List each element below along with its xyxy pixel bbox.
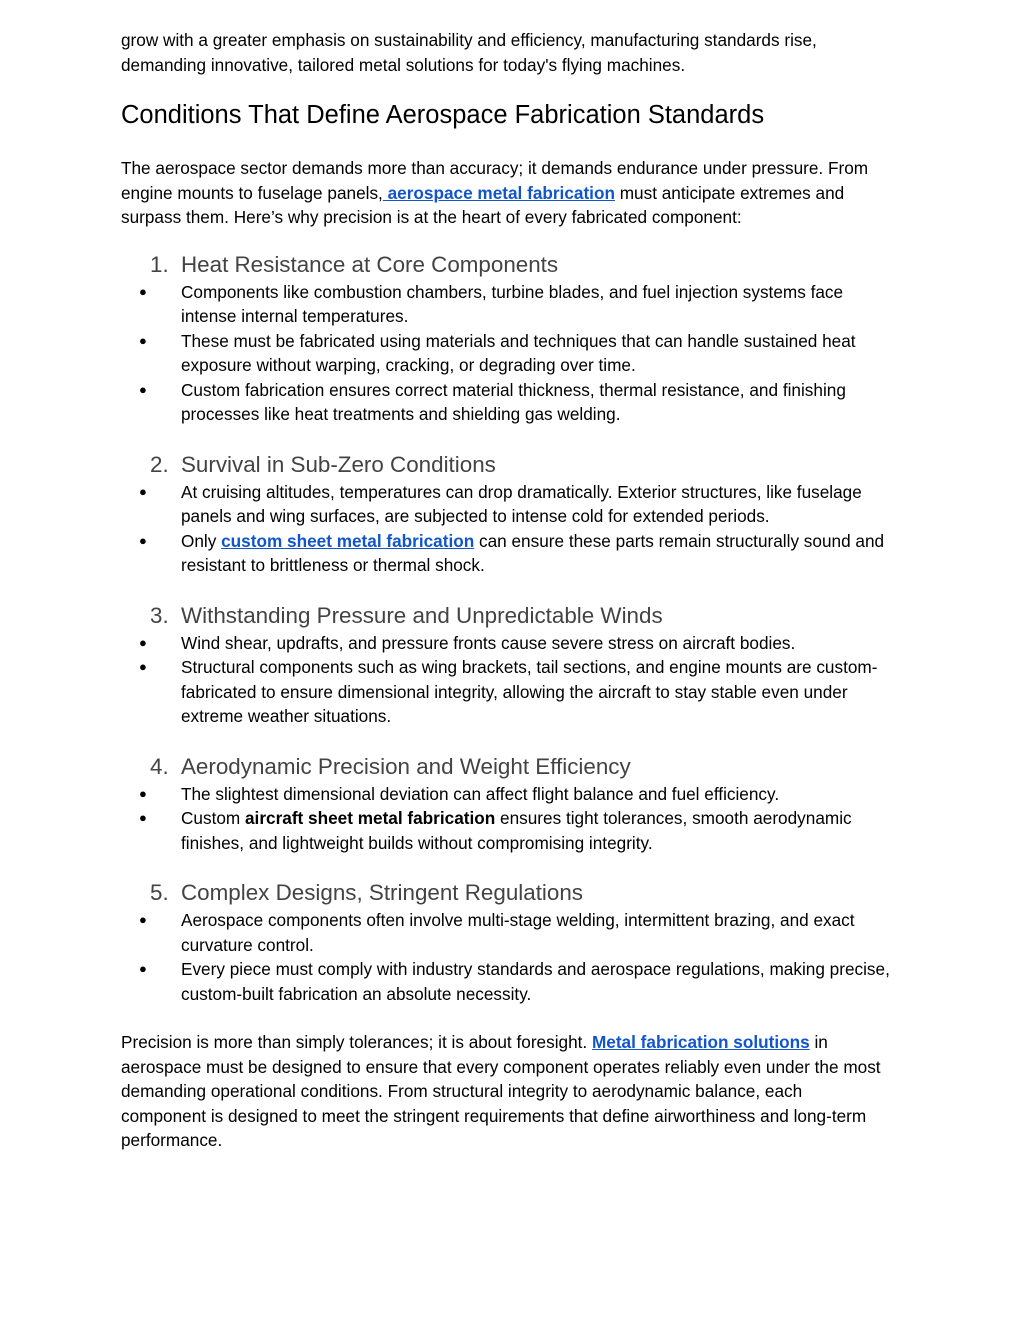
condition-heading-3 bbox=[150, 602, 1024, 630]
custom-sheet-metal-fabrication-link[interactable]: custom sheet metal fabrication bbox=[221, 530, 475, 551]
bullet-icon: ● bbox=[139, 810, 147, 825]
metal-fabrication-solutions-link[interactable]: Metal fabrication solutions bbox=[591, 1032, 810, 1052]
condition-heading-5 bbox=[150, 879, 1024, 907]
condition-number: 2. bbox=[150, 451, 169, 477]
condition-section-4 bbox=[121, 753, 1024, 856]
bullet-icon: ● bbox=[139, 381, 147, 397]
condition-number: 5. bbox=[150, 880, 169, 905]
lead-text-before: The aerospace sector demands more than accuracy; it demands endurance under pressure. From engine mounts to fuselage panels, bbox=[121, 158, 869, 203]
bullet-icon: ● bbox=[139, 483, 147, 499]
condition-heading-1 bbox=[150, 251, 1024, 279]
condition-section-5 bbox=[121, 879, 1024, 1006]
condition-title: Aerodynamic Precision and Weight Efficiency bbox=[181, 753, 631, 779]
condition-number: 4. bbox=[150, 753, 169, 779]
list-item-text: The slightest dimensional deviation can affect flight balance and fuel efficiency. bbox=[181, 783, 780, 804]
section-heading: Conditions That Define Aerospace Fabrication Standards bbox=[121, 101, 765, 129]
list-item-text-before: Only bbox=[181, 530, 222, 551]
list-item-text: At cruising altitudes, temperatures can drop dramatically. Exterior structures, like fuselage panels and wing surfaces, are subjected to intense cold for extended periods. bbox=[181, 481, 862, 526]
lead-paragraph bbox=[121, 156, 891, 230]
list-item bbox=[121, 908, 891, 957]
intro-paragraph-fragment: grow with a greater emphasis on sustainability and efficiency, manufacturing standards rise, demanding innovative, tailored metal solutions for today's flying machines. bbox=[121, 30, 817, 75]
closing-text-after: in aerospace must be designed to ensure that every component operates reliably even under the most demanding operational conditions. From structural integrity to aerodynamic balance, each component is designed to meet the stringent requirements that define airworthiness and long-term performance. bbox=[121, 1032, 881, 1150]
bullet-icon: ● bbox=[139, 785, 147, 801]
list-item bbox=[121, 329, 891, 378]
list-item bbox=[121, 782, 891, 807]
list-item-text: Structural components such as wing brackets, tail sections, and engine mounts are custom-fabricated to ensure dimensional integrity, allowing the aircraft to stay stable even under extreme weather situations. bbox=[181, 657, 878, 726]
list-item-text-after: ensures tight tolerances, smooth aerodynamic finishes, and lightweight builds without compromising integrity. bbox=[181, 808, 852, 853]
list-item bbox=[121, 957, 891, 1006]
list-item bbox=[121, 631, 891, 656]
list-item-text: Every piece must comply with industry standards and aerospace regulations, making precise, custom-built fabrication an absolute necessity. bbox=[181, 959, 890, 1004]
bullet-icon: ● bbox=[139, 659, 147, 674]
condition-title: Withstanding Pressure and Unpredictable Winds bbox=[181, 602, 663, 628]
bullet-list bbox=[121, 480, 1024, 578]
list-item bbox=[121, 280, 891, 329]
closing-paragraph bbox=[121, 1030, 891, 1153]
condition-number: 3. bbox=[150, 602, 169, 628]
condition-section-3 bbox=[121, 602, 1024, 729]
list-item bbox=[121, 529, 891, 578]
list-item-text-after: can ensure these parts remain structurally sound and resistant to brittleness or thermal shock. bbox=[181, 530, 885, 575]
aircraft-sheet-metal-fabrication-bold: aircraft sheet metal fabrication bbox=[245, 808, 496, 828]
bullet-icon: ● bbox=[139, 283, 147, 299]
list-item-text-before: Custom bbox=[181, 808, 245, 828]
condition-title: Complex Designs, Stringent Regulations bbox=[181, 880, 583, 905]
bullet-icon: ● bbox=[139, 961, 147, 976]
closing-text-before: Precision is more than simply tolerances; it is about foresight. bbox=[121, 1032, 592, 1052]
bullet-list bbox=[121, 280, 1024, 427]
bullet-list bbox=[121, 908, 1024, 1006]
list-item bbox=[121, 806, 891, 855]
bullet-icon: ● bbox=[139, 912, 147, 927]
condition-section-1 bbox=[121, 251, 1024, 427]
bullet-icon: ● bbox=[139, 532, 147, 548]
bullet-list bbox=[121, 782, 1024, 856]
bullet-list bbox=[121, 631, 1024, 729]
list-item-text: Custom fabrication ensures correct material thickness, thermal resistance, and finishing processes like heat treatments and shielding gas welding. bbox=[181, 379, 846, 424]
list-item-text: Aerospace components often involve multi-stage welding, intermittent brazing, and exact curvature control. bbox=[181, 910, 855, 955]
aerospace-metal-fabrication-link[interactable]: aerospace metal fabrication bbox=[382, 182, 615, 203]
list-item bbox=[121, 378, 891, 427]
condition-section-2 bbox=[121, 451, 1024, 578]
bullet-icon: ● bbox=[139, 634, 147, 650]
lead-text-after: must anticipate extremes and surpass them. Here’s why precision is at the heart of every fabricated component: bbox=[121, 182, 845, 227]
condition-heading-2 bbox=[150, 451, 1024, 479]
list-item-text: Components like combustion chambers, turbine blades, and fuel injection systems face intense internal temperatures. bbox=[181, 281, 844, 326]
condition-title: Heat Resistance at Core Components bbox=[181, 251, 559, 277]
list-item bbox=[121, 480, 891, 529]
list-item-text: These must be fabricated using materials and techniques that can handle sustained heat exposure without warping, cracking, or degrading over time. bbox=[181, 330, 856, 375]
bullet-icon: ● bbox=[139, 332, 147, 348]
condition-number: 1. bbox=[150, 251, 169, 277]
condition-title: Survival in Sub-Zero Conditions bbox=[181, 451, 496, 477]
list-item-text: Wind shear, updrafts, and pressure fronts cause severe stress on aircraft bodies. bbox=[181, 632, 796, 653]
list-item bbox=[121, 655, 891, 729]
condition-heading-4 bbox=[150, 753, 1024, 781]
